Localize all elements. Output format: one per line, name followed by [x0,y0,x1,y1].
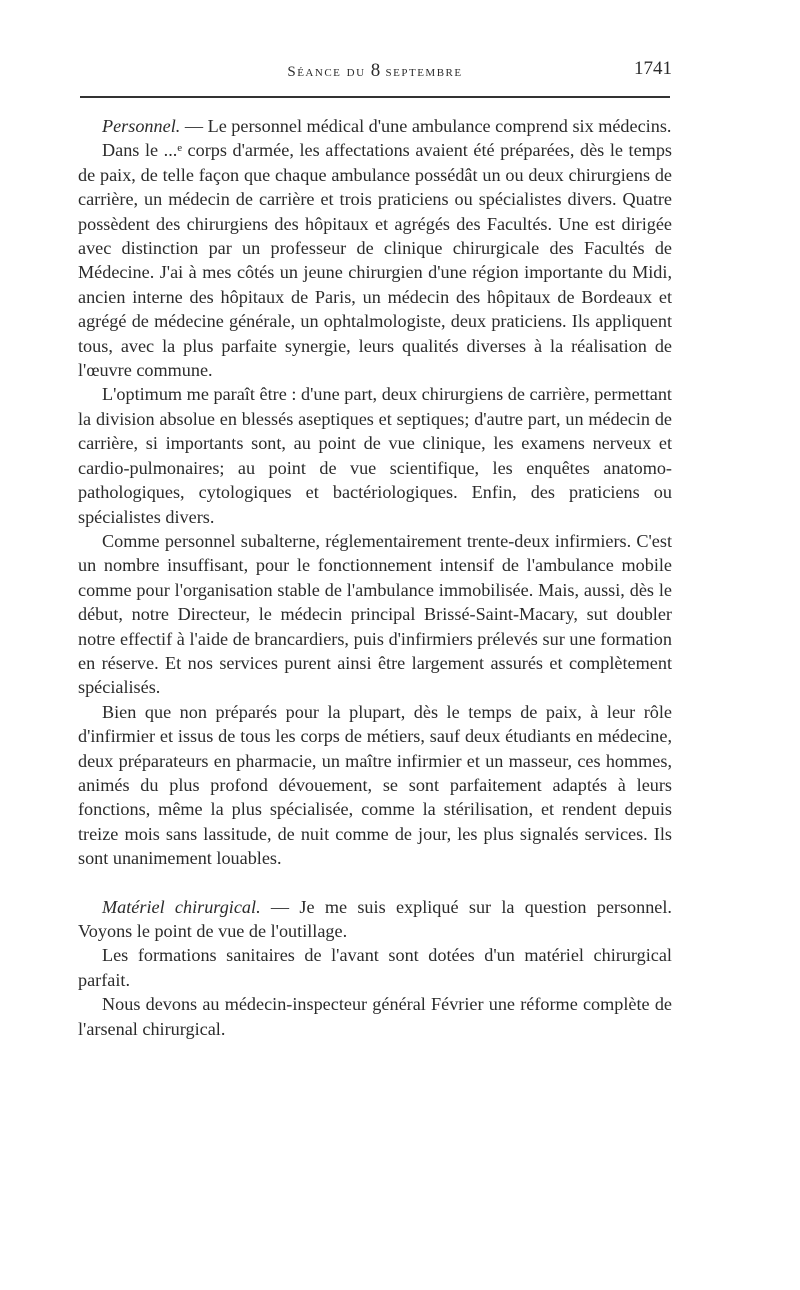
running-title-post: septembre [380,64,463,80]
paragraph-personnel [78,114,672,138]
section-lead-personnel: Personnel. [102,116,181,136]
paragraph-text: — Le personnel médical d'une ambulance comprend six médecins. [180,116,672,136]
paragraph-infirmiers [78,700,672,871]
paragraph-reforme [78,992,672,1041]
running-head [78,58,672,84]
paragraph-text: Bien que non préparés pour la plupart, dès le temps de paix, à leur rôle d'infirmier et issus de tous les corps de métiers, sauf deux étudiants en médecine, deux préparateurs en pharmacie, un maître infirmier et un masseur, ces hommes, animés du plus profond dévouement, se sont parfaitement adaptés à leurs fonctions, même la plus spécialisée, comme la stérilisation, et rendent depuis treize mois sans lassitude, de nuit comme de jour, les plus signalés services. Ils sont unanimement louables. [78,701,672,869]
paragraph-text: L'optimum me paraît être : d'une part, deux chirurgiens de carrière, permettant la division absolue en blessés aseptiques et septiques; d'autre part, un médecin de carrière, si importants sont, au point de vue clinique, les examens nerveux et cardio-pulmonaires; au point de vue scientifique, les enquêtes anatomo-pathologiques, cytologiques et bactériologiques. Enfin, des praticiens ou spécialistes divers. [78,384,672,527]
header-rule [80,96,670,98]
running-title [78,60,672,82]
running-title-pre: Séance du [287,64,371,80]
paragraph-text: Nous devons au médecin-inspecteur général Février une réforme complète de l'arsenal chirurgical. [78,994,672,1039]
paragraph-personnel-subalterne [78,529,672,700]
paragraph-text: Dans le ...ᵉ corps d'armée, les affectations avaient été préparées, dès le temps de paix, de telle façon que chaque ambulance possédât un ou deux chirurgiens de carrière, un médecin de carrière et trois praticiens ou spécialistes divers. Quatre possèdent des chirurgiens des hôpitaux et agrégés des Facultés. Une est dirigée avec distinction par un professeur de clinique chirurgicale des Facultés de Médecine. J'ai à mes côtés un jeune chirurgien d'une région importante du Midi, ancien interne des hôpitaux de Paris, un médecin des hôpitaux de Bordeaux et agrégé de médecine générale, un ophtalmologiste, deux praticiens. Ils appliquent tous, avec la plus parfaite synergie, leurs qualités diverses à la réalisation de l'œuvre commune. [78,140,672,381]
paragraph-optimum [78,382,672,528]
paragraph-materiel [78,895,672,944]
body-text [78,114,672,1041]
paragraph-formations [78,943,672,992]
section-lead-materiel: Matériel chirurgical. [102,896,261,917]
paragraph-text: — Je me suis expliqué sur la question personnel. Voyons le point de vue de l'outillage. [78,896,672,941]
paragraph-text: Les formations sanitaires de l'avant sont dotées d'un matériel chirurgical parfait. [78,945,672,990]
paragraph-affectations [78,138,672,382]
running-title-number: 8 [370,60,381,81]
page-number: 1741 [634,58,672,79]
paragraph-text: Comme personnel subalterne, réglementairement trente-deux infirmiers. C'est un nombre insuffisant, pour le fonctionnement intensif de l'ambulance mobile comme pour l'organisation stable de l'ambulance immobilisée. Mais, aussi, dès le début, notre Directeur, le médecin principal Brissé-Saint-Macary, sut doubler notre effectif à l'aide de brancardiers, puis d'infirmiers prélevés sur une formation en réserve. Et nos services purent ainsi être largement assurés et complètement spécialisés. [78,530,672,698]
